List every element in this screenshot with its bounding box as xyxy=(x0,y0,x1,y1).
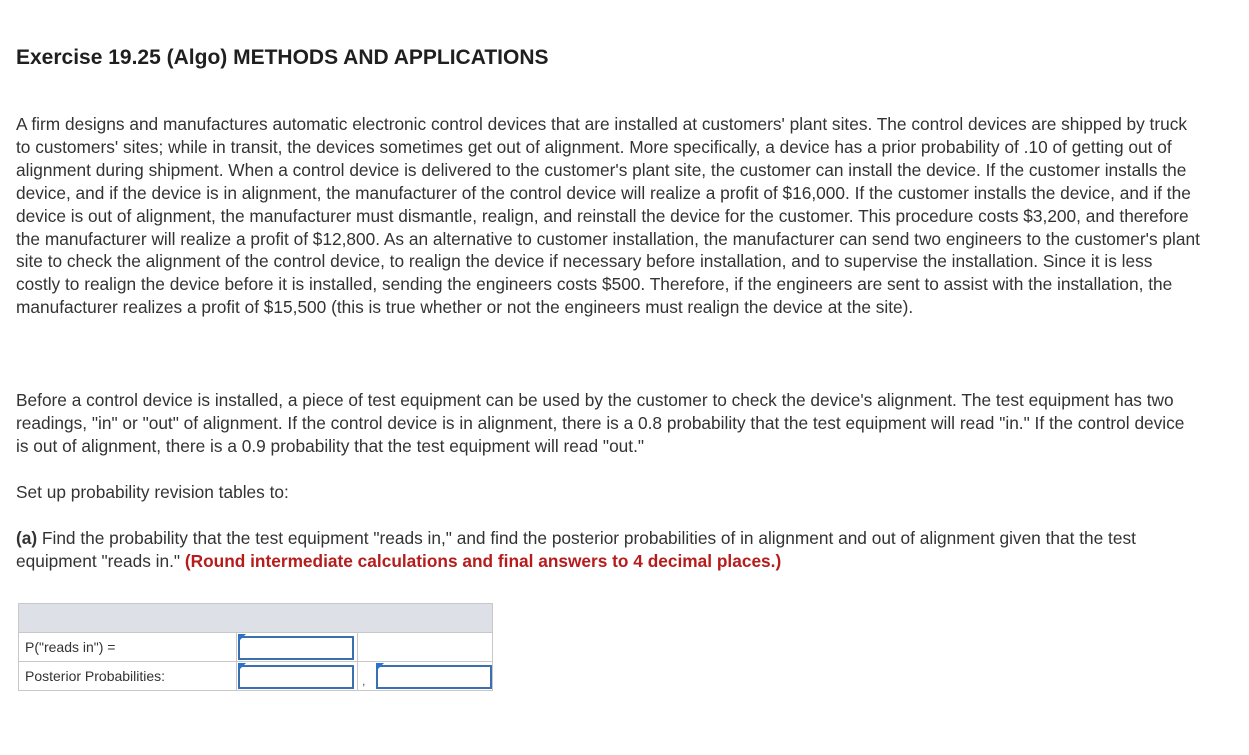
posterior-row xyxy=(19,662,493,691)
part-a-label: (a) xyxy=(16,528,38,548)
problem-paragraph-2: Before a control device is installed, a piece of test equipment can be used by the customer to check the device's alignment. The test equipment has two readings, "in" or "out" of alignment. If the control device is in alignment, there is a 0.8 probability that the test equipment will read "in." If the control device is out of alignment, there is a 0.9 probability that the test equipment will read "out." xyxy=(16,390,1185,456)
input-marker-icon xyxy=(376,663,384,671)
reads-in-row xyxy=(19,633,493,662)
posterior-out-alignment-input[interactable] xyxy=(376,665,492,689)
posterior-separator: , xyxy=(361,674,366,688)
posterior-out-alignment-cell xyxy=(357,662,492,691)
problem-paragraph-1: A firm designs and manufactures automatic electronic control devices that are installed at customers' plant sites. The control devices are shipped by truck to customers' sites; while in transit, the devices sometimes get out of alignment. More specifically, a device has a prior probability of .10 of getting out of alignment during shipment. When a control device is delivered to the customer's plant site, the customer can install the device. If the customer installs the device, and if the device is in alignment, the manufacturer of the control device will realize a profit of $16,000. If the customer installs the device, and if the device is out of alignment, the manufacturer must dismantle, realign, and reinstall the device for the customer. This procedure costs $3,200, and therefore the manufacturer will realize a profit of $12,800. As an alternative to customer installation, the manufacturer can send two engineers to the customer's plant site to check the alignment of the control device, to realign the device if necessary before installation, and to supervise the installation. Since it is less costly to realign the device before it is installed, sending the engineers costs $500. Therefore, if the engineers are sent to assist with the installation, the manufacturer realizes a profit of $15,500 (this is true whether or not the engineers must realign the device at the site). xyxy=(16,114,1200,318)
answer-table-header-cell xyxy=(19,604,493,633)
posterior-label: Posterior Probabilities: xyxy=(19,662,237,691)
reads-in-label: P("reads in") = xyxy=(19,633,237,662)
rounding-instruction: (Round intermediate calculations and final answers to 4 decimal places.) xyxy=(184,550,782,571)
part-a-text: Find the probability that the test equipment "reads in," and find the posterior probabilities of in alignment and out of alignment given that the test equipment "reads in." xyxy=(16,528,1136,571)
answer-table xyxy=(18,603,493,691)
part-a-question xyxy=(16,527,1201,573)
problem-paragraph-3: Set up probability revision tables to: xyxy=(16,482,289,502)
answer-table-header xyxy=(19,604,493,633)
reads-in-empty-cell xyxy=(357,633,492,662)
posterior-in-alignment-cell xyxy=(237,662,358,691)
posterior-in-alignment-input[interactable] xyxy=(238,665,354,689)
input-marker-icon xyxy=(238,663,246,671)
reads-in-input-cell xyxy=(237,633,358,662)
input-marker-icon xyxy=(238,634,246,642)
reads-in-probability-input[interactable] xyxy=(238,636,354,660)
exercise-title: Exercise 19.25 (Algo) METHODS AND APPLICATIONS xyxy=(16,46,549,69)
